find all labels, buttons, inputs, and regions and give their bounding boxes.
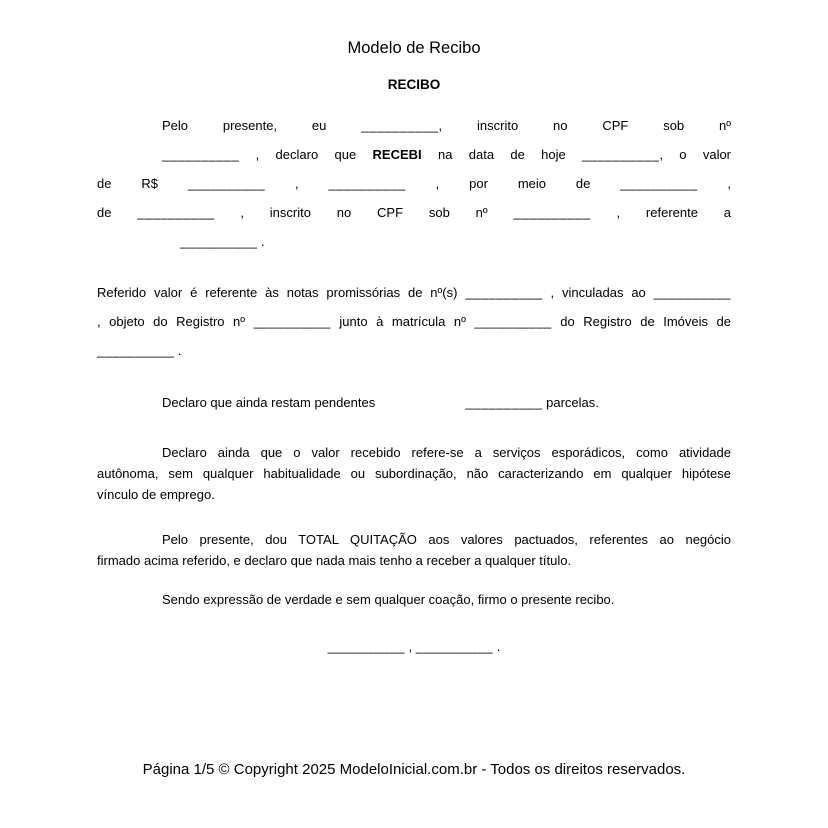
paragraph-line — [97, 336, 731, 365]
paragraph — [97, 388, 731, 417]
blank-field: __________ — [465, 285, 543, 300]
paragraph-line — [97, 169, 731, 198]
text-run: Referido valor é referente às notas promissórias de nº(s) — [97, 285, 466, 300]
blank-field: __________ — [180, 234, 258, 249]
paragraph-line — [97, 636, 731, 657]
document-content — [0, 36, 828, 780]
paragraph-line — [97, 140, 731, 169]
paragraph-line — [97, 529, 731, 550]
text-run: . — [174, 343, 182, 358]
text-run: parcelas. — [542, 395, 599, 410]
text-run: , — [404, 639, 416, 654]
blank-field: __________ — [653, 285, 731, 300]
paragraph-line — [97, 278, 731, 307]
text-run: , inscrito no CPF sob nº — [214, 205, 514, 220]
paragraph — [97, 442, 731, 505]
document-body — [97, 111, 731, 657]
text-run: autônoma, sem qualquer habitualidade ou subordinação, não caracterizando em qualquer hipótese — [97, 466, 731, 481]
paragraph-line — [97, 227, 731, 256]
paragraph-line — [97, 111, 731, 140]
text-run: Pelo presente, dou TOTAL QUITAÇÃO aos valores pactuados, referentes ao negócio — [162, 532, 731, 547]
text-run: . — [493, 639, 501, 654]
text-run: Declaro ainda que o valor recebido refere-se a serviços esporádicos, como atividade — [162, 445, 731, 460]
paragraph-line — [97, 388, 731, 417]
text-run: , inscrito no CPF sob nº — [438, 118, 731, 133]
text-run: firmado acima referido, e declaro que nada mais tenho a receber a qualquer título. — [97, 553, 572, 568]
footer-text: Página 1/5 © Copyright 2025 ModeloInicial.com.br - Todos os direitos reservados. — [142, 761, 686, 778]
text-run: , o valor — [659, 147, 732, 162]
document-title: Modelo de Recibo — [347, 39, 481, 57]
text-run: de — [97, 205, 138, 220]
text-run: de R$ — [97, 176, 188, 191]
blank-field: __________ — [620, 176, 698, 191]
text-run: Declaro que ainda restam pendentes — [162, 395, 376, 410]
blank-field: __________ — [162, 147, 240, 162]
blank-field: __________ — [415, 639, 494, 654]
blank-field: __________ — [465, 395, 543, 410]
paragraph — [97, 278, 731, 365]
signature-line — [97, 636, 731, 657]
text-run: , — [265, 176, 329, 191]
paragraph-line — [97, 307, 731, 336]
text-run: . — [257, 234, 265, 249]
text-run: Pelo presente, eu — [162, 118, 362, 133]
paragraph-line — [97, 484, 731, 505]
blank-field: __________ — [361, 118, 439, 133]
text-run: , — [697, 176, 731, 191]
text-run: , por meio de — [405, 176, 621, 191]
paragraph — [97, 589, 731, 610]
text-run: , referente a — [590, 205, 731, 220]
bold-text: RECEBI — [372, 147, 422, 162]
blank-field: __________ — [582, 147, 660, 162]
blank-field: __________ — [137, 205, 215, 220]
paragraph — [97, 111, 731, 256]
blank-field: __________ — [97, 343, 175, 358]
paragraph — [97, 529, 731, 571]
document-heading: RECIBO — [387, 77, 441, 92]
text-run: junto à matrícula nº — [330, 314, 475, 329]
text-run: , objeto do Registro nº — [97, 314, 254, 329]
paragraph-line — [97, 550, 731, 571]
blank-field: __________ — [253, 314, 331, 329]
text-run: , declaro que — [239, 147, 373, 162]
blank-field: __________ — [513, 205, 591, 220]
paragraph-line — [97, 198, 731, 227]
blank-field: __________ — [328, 176, 406, 191]
paragraph-line — [97, 442, 731, 463]
text-run: , vinculadas ao — [542, 285, 654, 300]
blank-field: __________ — [187, 176, 266, 191]
text-run: vínculo de emprego. — [97, 487, 215, 502]
text-run: Sendo expressão de verdade e sem qualquer coação, firmo o presente recibo. — [162, 592, 615, 607]
paragraph-line — [97, 589, 731, 610]
blank-field: __________ — [474, 314, 552, 329]
paragraph-line — [97, 463, 731, 484]
text-run: do Registro de Imóveis de — [551, 314, 731, 329]
text-run: na data de hoje — [421, 147, 583, 162]
blank-field: __________ — [327, 639, 405, 654]
